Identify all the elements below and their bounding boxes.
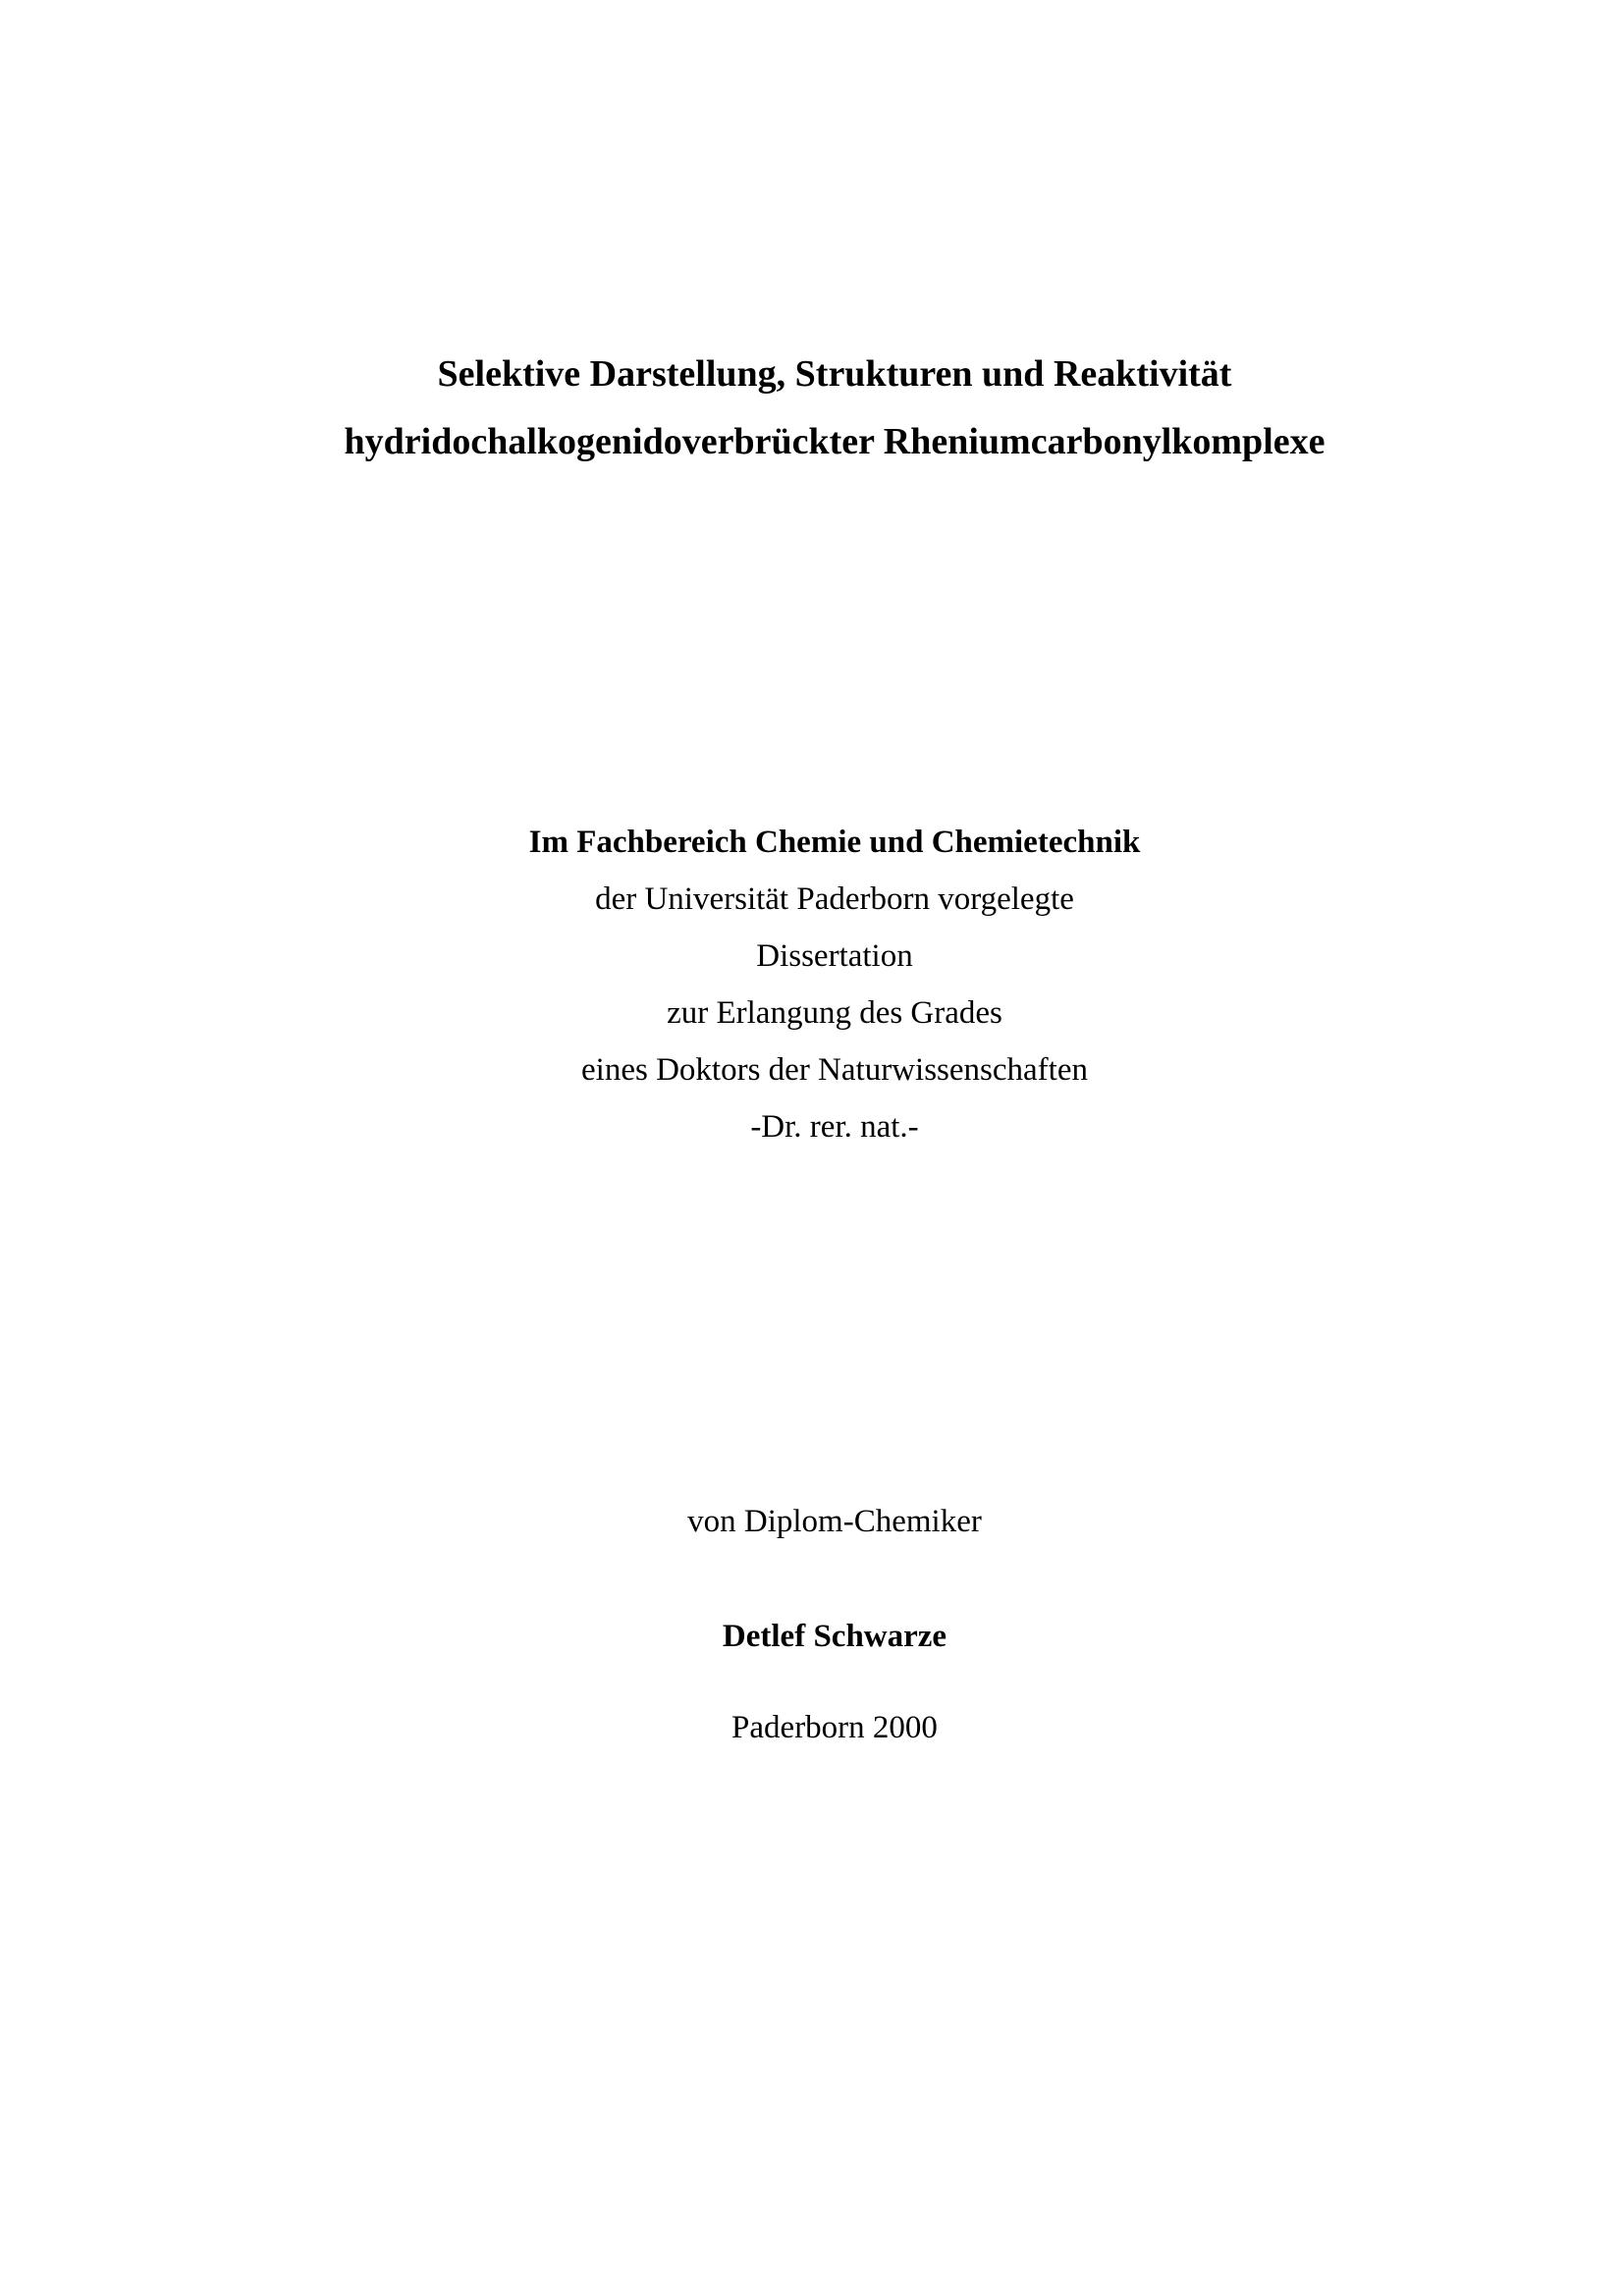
author-prefix: von Diplom-Chemiker <box>687 1504 982 1539</box>
thesis-title-line-2: hydridochalkogenidoverbrückter Rheniumcarbonylkomplexe <box>344 421 1325 462</box>
degree-name-line: eines Doktors der Naturwissenschaften <box>581 1052 1088 1088</box>
degree-abbreviation-line: -Dr. rer. nat.- <box>750 1109 919 1145</box>
place-year: Paderborn 2000 <box>731 1710 938 1745</box>
university-line: der Universität Paderborn vorgelegte <box>595 881 1074 917</box>
thesis-title-line-1: Selektive Darstellung, Strukturen und Reaktivität <box>437 353 1232 395</box>
faculty-line: Im Fachbereich Chemie und Chemietechnik <box>528 825 1141 860</box>
degree-purpose-line: zur Erlangung des Grades <box>667 995 1002 1031</box>
document-type-line: Dissertation <box>756 938 913 974</box>
author-name: Detlef Schwarze <box>722 1619 947 1654</box>
